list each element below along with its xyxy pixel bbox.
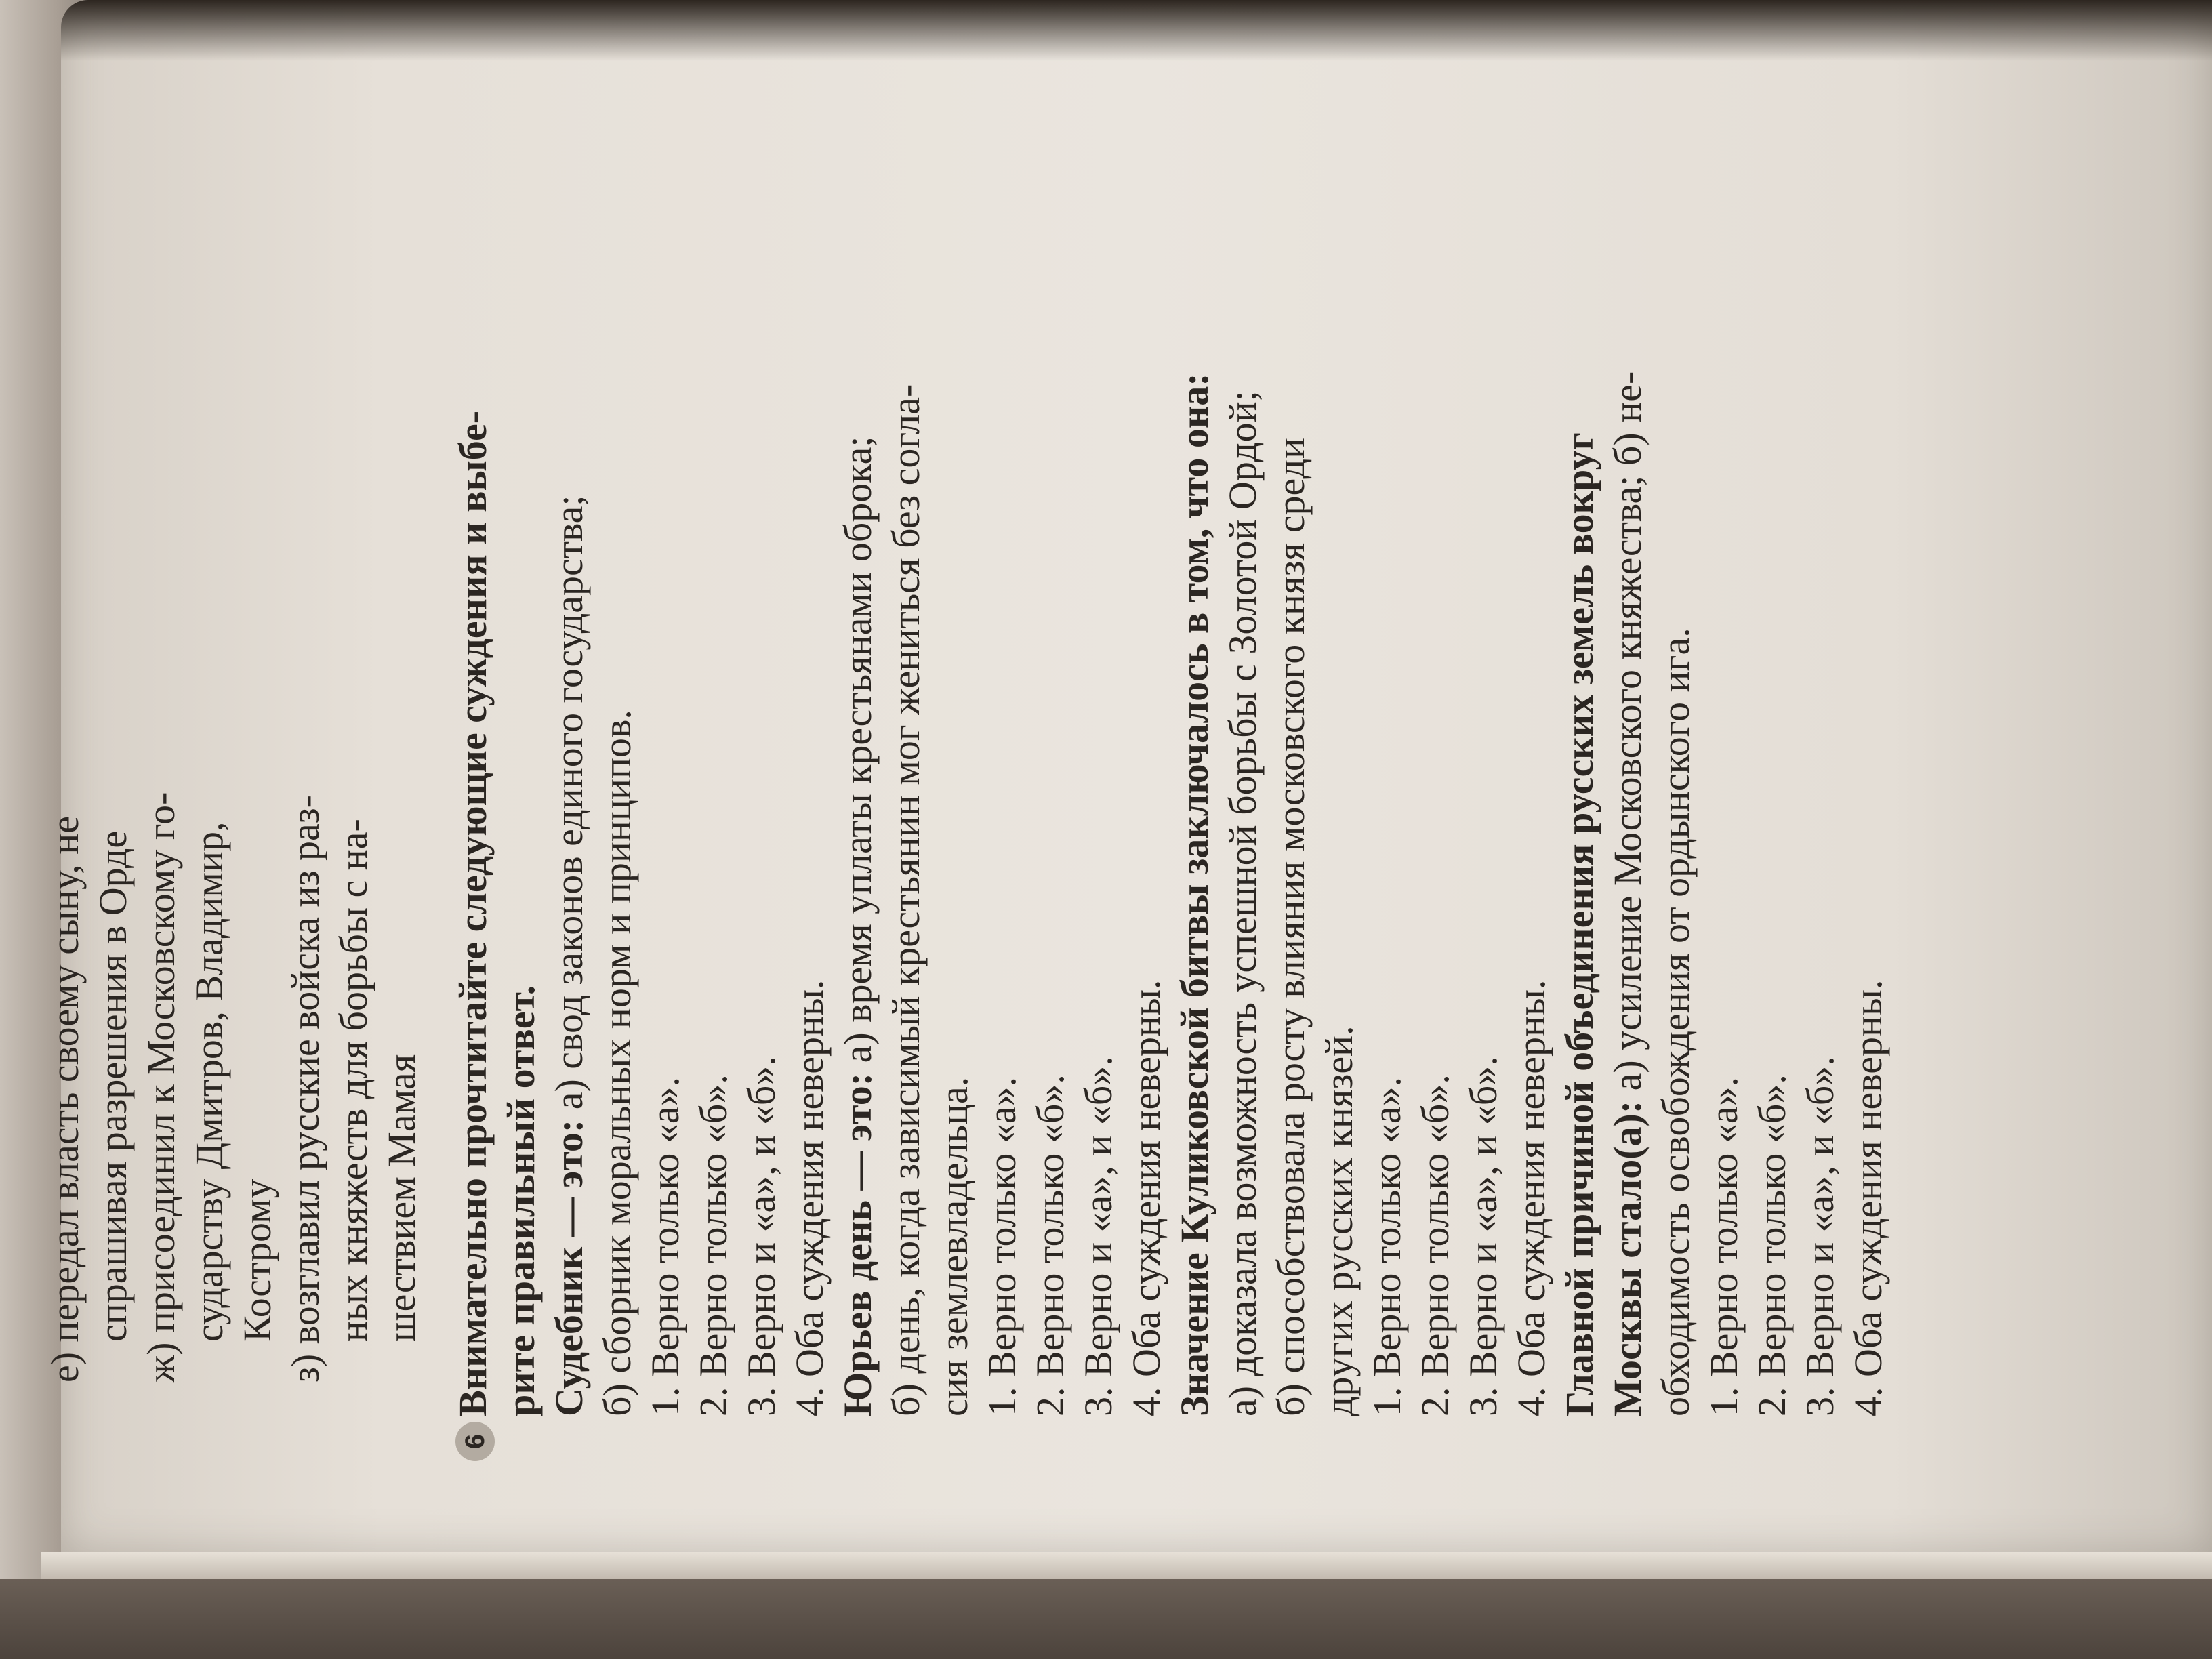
- s2-statement-b-cont: сия землевладельца.: [932, 1076, 976, 1416]
- q5-item-e: е) передал власть своему сыну, не: [43, 816, 87, 1382]
- s1-option-1: 1. Верно только «а».: [643, 1076, 687, 1416]
- s1-statement-a: Судебник — это: а) свод законов единого государства;: [547, 495, 591, 1416]
- background-table-bottom: [0, 1579, 2212, 1659]
- s3-question: Значение Куликовской битвы заключалось в том, что она:: [1172, 373, 1216, 1416]
- s2-option-3: 3. Верно и «а», и «б».: [1076, 1056, 1120, 1416]
- q5-item-z-cont2: шествием Мамая: [380, 1054, 424, 1342]
- q6-instruction-cont: рите правильный ответ.: [499, 985, 543, 1416]
- q6-instruction: 6 Внимательно прочтитайте следующие суждения и выбе-: [449, 68, 497, 1457]
- s3-statement-b: б) способствовала росту влияния московского князя среди: [1269, 438, 1313, 1416]
- q5-item-zh-cont2: Кострому: [235, 1179, 279, 1342]
- s3-option-4: 4. Оба суждения неверны.: [1509, 979, 1553, 1416]
- s1-option-3: 3. Верно и «а», и «б».: [739, 1056, 783, 1416]
- s4-question: Главной причиной объединения русских земель вокруг: [1557, 432, 1601, 1416]
- s4-statement-b: обходимость освобождения от ордынского ига.: [1654, 628, 1698, 1416]
- s2-option-1: 1. Верно только «а».: [980, 1076, 1024, 1416]
- q5-item-z: з) возглавил русские войска из раз-: [283, 795, 327, 1382]
- q5-item-zh-cont: сударству Дмитров, Владимир,: [187, 821, 231, 1342]
- s4-option-2: 2. Верно только «б».: [1750, 1074, 1794, 1416]
- page-text: [41, 68, 2074, 1457]
- page-edge: [41, 1552, 2212, 1582]
- s3-option-2: 2. Верно только «б».: [1413, 1074, 1457, 1416]
- s3-statement-b-cont: других русских князей.: [1317, 1025, 1361, 1416]
- s2-statement-b: б) день, когда зависимый крестьянин мог жениться без согла-: [884, 384, 928, 1416]
- s2-statement-a: Юрьев день — это: а) время уплаты крестьянами оброка;: [836, 436, 880, 1416]
- s4-statement-a: Москвы стало(а): а) усиление Московского княжества; б) не-: [1605, 371, 1650, 1416]
- question-number-badge: 6: [455, 1422, 495, 1461]
- s1-option-4: 4. Оба суждения неверны.: [787, 979, 832, 1416]
- s1-statement-b: б) сборник моральных норм и принципов.: [595, 710, 639, 1416]
- q5-item-zh: ж) присоединил к Московскому го-: [139, 792, 183, 1382]
- page-shadow: [61, 0, 2212, 61]
- s2-option-4: 4. Оба суждения неверны.: [1124, 979, 1168, 1416]
- s3-option-3: 3. Верно и «а», и «б».: [1461, 1056, 1505, 1416]
- s4-option-4: 4. Оба суждения неверны.: [1846, 979, 1890, 1416]
- s4-option-3: 3. Верно и «а», и «б».: [1798, 1056, 1842, 1416]
- s3-option-1: 1. Верно только «а».: [1365, 1076, 1409, 1416]
- s2-option-2: 2. Верно только «б».: [1028, 1074, 1072, 1416]
- s1-option-2: 2. Верно только «б».: [691, 1074, 735, 1416]
- q5-item-e-cont: спрашивая разрешения в Орде: [91, 830, 135, 1342]
- q5-item-z-cont: ных княжеств для борьбы с на-: [331, 819, 375, 1342]
- s3-statement-a: а) доказала возможность успешной борьбы с Золотой Ордой;: [1221, 390, 1265, 1416]
- s4-option-1: 1. Верно только «а».: [1702, 1076, 1746, 1416]
